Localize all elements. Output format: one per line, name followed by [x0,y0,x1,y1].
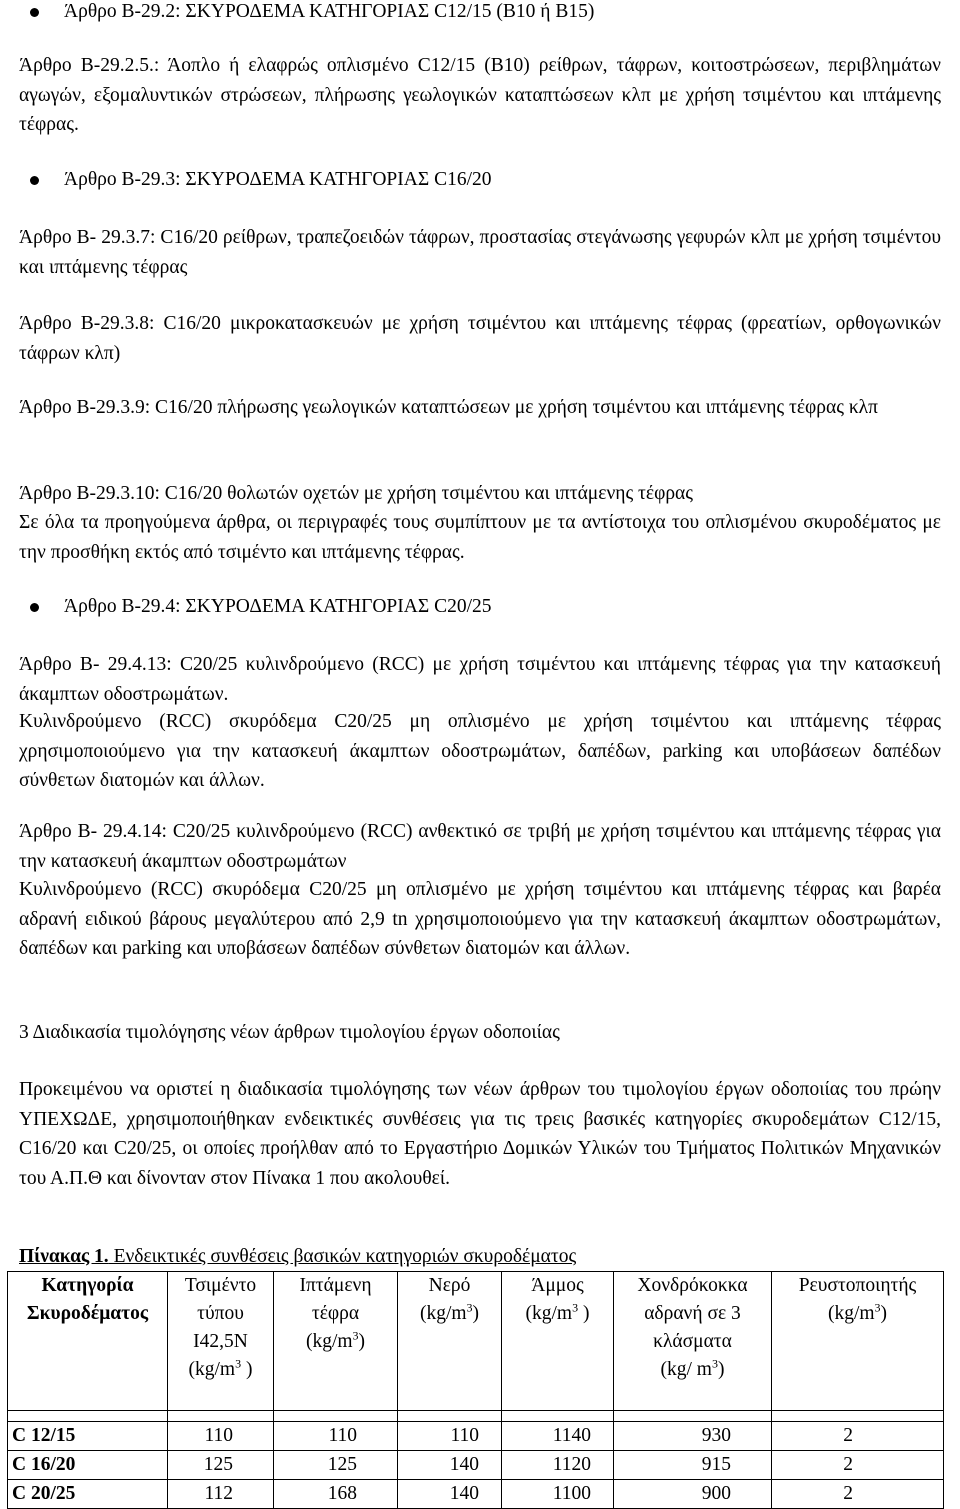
cell-category: C 12/15 [8,1422,168,1451]
article-b29-4-14: Άρθρο Β- 29.4.14: C20/25 κυλινδρούμενο (RCC) ανθεκτικό σε τριβή με χρήση τσιμέντου και ιπτάμενης τέφρας για την κατασκευή άκαμπτων οδοστρωμάτων [19,821,941,872]
cell-fly-ash: 125 [274,1451,398,1480]
cell-water: 110 [398,1422,502,1451]
cell-cement: 110 [168,1422,274,1451]
cell-coarse: 915 [614,1451,772,1480]
table-caption-text: Ενδεικτικές συνθέσεις βασικών κατηγοριών σκυροδέματος [108,1246,577,1267]
header-coarse-aggregate: Χονδρόκοκκα αδρανή σε 3 κλάσματα (kg/ $m^3$) [614,1272,772,1411]
cell-fly-ash: 168 [274,1480,398,1509]
cell-plasticizer: 2 [772,1480,944,1509]
article-b29-3-9: Άρθρο Β-29.3.9: C16/20 πλήρωσης γεωλογικών καταπτώσεων με χρήση τσιμέντου και ιπτάμενης τέφρας κλπ [19,397,878,418]
article-b29-3-10: Άρθρο Β-29.3.10: C16/20 θολωτών οχετών με χρήση τσιμέντου και ιπτάμενης τέφρας [19,483,693,504]
cell-plasticizer: 2 [772,1422,944,1451]
cell-cement: 125 [168,1451,274,1480]
cell-fly-ash: 110 [274,1422,398,1451]
heading-b29-4: Άρθρο Β-29.4: ΣΚΥΡΟΔΕΜΑ ΚΑΤΗΓΟΡΙΑΣ C20/25 [64,596,492,617]
cell-sand: 1100 [502,1480,614,1509]
concrete-mix-table [7,1271,944,1509]
cell-plasticizer: 2 [772,1451,944,1480]
article-b29-4-13: Άρθρο Β- 29.4.13: C20/25 κυλινδρούμενο (RCC) με χρήση τσιμέντου και ιπτάμενης τέφρας για την κατασκευή άκαμπτων οδοστρωμάτων. [19,654,941,705]
table-header-row [8,1272,944,1411]
header-category: Κατηγορία Σκυροδέματος [8,1272,168,1411]
article-b29-2-5: Άρθρο Β-29.2.5.: Άοπλο ή ελαφρώς οπλισμένο C12/15 (Β10) ρείθρων, τάφρων, κοιτοστρώσεων, περιβλημάτων αγωγών, εξομαλυντικών στρώσεων, πλήρωσης γεωλογικών καταπτώσεων κλπ με χρήση τσιμέντου και ιπτάμενης τέφρας. [19,55,941,135]
header-sand: Άμμος ($kg/m^3$ ) [502,1272,614,1411]
table-row [8,1451,944,1480]
section-3-paragraph: Προκειμένου να οριστεί η διαδικασία τιμολόγησης των νέων άρθρων του τιμολογίου έργων οδοποιίας του πρώην ΥΠΕΧΩΔΕ, χρησιμοποιήθηκαν ενδεικτικές συνθέσεις για τις τρεις βασικές κατηγορίες σκυροδεμάτων C12/15, C16/20 και C20/25, οι οποίες προήλθαν από το Εργαστήριο Δομικών Υλικών του Τμήματος Πολιτικών Μηχανικών του Α.Π.Θ και δίνονταν στον Πίνακα 1 που ακολουθεί. [19,1079,941,1189]
cell-water: 140 [398,1480,502,1509]
section-3-heading: 3 Διαδικασία τιμολόγησης νέων άρθρων τιμολογίου έργων οδοποιίας [19,1022,560,1043]
cell-sand: 1140 [502,1422,614,1451]
header-plasticizer: Ρευστοποιητής $(kg/m^3)$ [772,1272,944,1411]
table-caption-label: Πίνακας 1. [19,1246,109,1267]
article-b29-4-14-desc: Κυλινδρούμενο (RCC) σκυρόδεμα C20/25 μη οπλισμένο με χρήση τσιμέντου και ιπτάμενης τέφρας και βαρέα αδρανή ειδικού βάρους μεγαλύτερου από 2,9 tn χρησιμοποιούμενο για την κατασκευή άκαμπτων οδοστρωμάτων, δαπέδων και parking και υποβάσεων δαπέδων σύνθετων διατομών και άλλων. [19,879,941,959]
cell-coarse: 930 [614,1422,772,1451]
cell-category: C 20/25 [8,1480,168,1509]
note-b29-3: Σε όλα τα προηγούμενα άρθρα, οι περιγραφές τους συμπίπτουν με τα αντίστοιχα του οπλισμένου σκυροδέματος με την προσθήκη εκτός από τσιμέντο και ιπτάμενης τέφρας. [19,512,941,563]
table-caption [19,1242,941,1272]
header-cement: Τσιμέντο τύπου Ι42,5Ν ($kg/m^3$ ) [168,1272,274,1411]
cell-cement: 112 [168,1480,274,1509]
bullet-icon [30,8,39,17]
heading-b29-2: Άρθρο Β-29.2: ΣΚΥΡΟΔΕΜΑ ΚΑΤΗΓΟΡΙΑΣ C12/15 (Β10 ή Β15) [64,1,595,22]
heading-b29-3: Άρθρο Β-29.3: ΣΚΥΡΟΔΕΜΑ ΚΑΤΗΓΟΡΙΑΣ C16/20 [64,169,492,190]
header-fly-ash: Ιπτάμενη τέφρα $(kg/m^3)$ [274,1272,398,1411]
bullet-icon [30,603,39,612]
cell-sand: 1120 [502,1451,614,1480]
article-b29-3-8: Άρθρο Β-29.3.8: C16/20 μικροκατασκευών με χρήση τσιμέντου και ιπτάμενης τέφρας (φρεατίων, ορθογωνικών τάφρων κλπ) [19,313,941,364]
article-b29-4-13-desc: Κυλινδρούμενο (RCC) σκυρόδεμα C20/25 μη οπλισμένο με χρήση τσιμέντου και ιπτάμενης τέφρας χρησιμοποιούμενο για την κατασκευή άκαμπτων οδοστρωμάτων, δαπέδων, parking και υποβάσεων δαπέδων σύνθετων διατομών και άλλων. [19,711,941,791]
table-row [8,1480,944,1509]
cell-category: C 16/20 [8,1451,168,1480]
table-row [8,1422,944,1451]
table-spacer-row [8,1411,944,1422]
bullet-icon [30,176,39,185]
article-b29-3-7: Άρθρο Β- 29.3.7: C16/20 ρείθρων, τραπεζοειδών τάφρων, προστασίας στεγάνωσης γεφυρών κλπ με χρήση τσιμέντου και ιπτάμενης τέφρας [19,227,941,278]
cell-water: 140 [398,1451,502,1480]
header-water: Νερό $(kg/m^3)$ [398,1272,502,1411]
cell-coarse: 900 [614,1480,772,1509]
